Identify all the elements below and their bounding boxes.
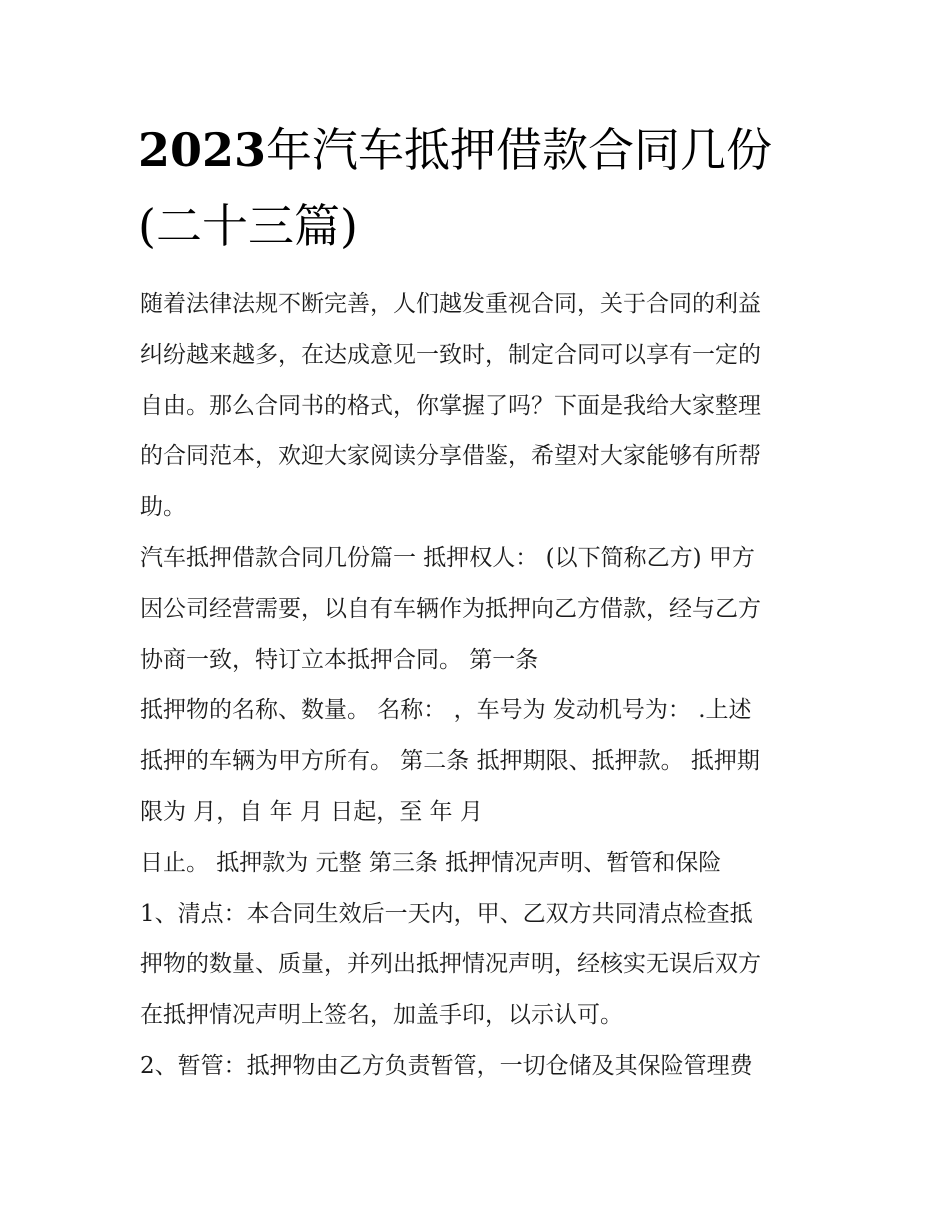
body-line: 在抵押情况声明上签名，加盖手印，以示认可。: [140, 1002, 623, 1029]
body-line: 自由。那么合同书的格式，你掌握了吗？下面是我给大家整理: [140, 392, 761, 419]
body-line: 2、暂管：抵押物由乙方负责暂管，一切仓储及其保险管理费: [140, 1052, 753, 1079]
body-line: 押物的数量、质量，并列出抵押情况声明，经核实无误后双方: [140, 951, 761, 978]
title-text-line2: (二十三篇): [138, 199, 358, 253]
body-line: 助。: [140, 494, 186, 521]
body-line: 协商一致，特订立本抵押合同。 第一条: [140, 646, 539, 673]
title-text-line1: 年汽车抵押借款合同几份: [266, 123, 773, 177]
body-line: 随着法律法规不断完善，人们越发重视合同，关于合同的利益: [140, 291, 761, 317]
body-line: 抵押的车辆为甲方所有。 第二条 抵押期限、抵押款。 抵押期: [140, 748, 760, 775]
body-line: 限为 月，自 年 月 日起，至 年 月: [140, 798, 483, 825]
document-body: [140, 279, 820, 1092]
document-title: [138, 112, 828, 264]
body-line: 日止。 抵押款为 元整 第三条 抵押情况声明、暂管和保险: [140, 849, 722, 876]
body-line: 抵押物的名称、数量。 名称： ，车号为 发动机号为： .上述: [140, 697, 752, 724]
title-year: 2023: [138, 123, 267, 177]
body-line: 的合同范本，欢迎大家阅读分享借鉴，希望对大家能够有所帮: [140, 443, 761, 470]
body-line: 1、清点：本合同生效后一天内，甲、乙双方共同清点检查抵: [140, 900, 753, 927]
body-line: 汽车抵押借款合同几份篇一 抵押权人： (以下简称乙方) 甲方: [140, 544, 755, 571]
body-line: 纠纷越来越多，在达成意见一致时，制定合同可以享有一定的: [140, 341, 761, 368]
body-line: 因公司经营需要，以自有车辆作为抵押向乙方借款，经与乙方: [140, 595, 761, 622]
